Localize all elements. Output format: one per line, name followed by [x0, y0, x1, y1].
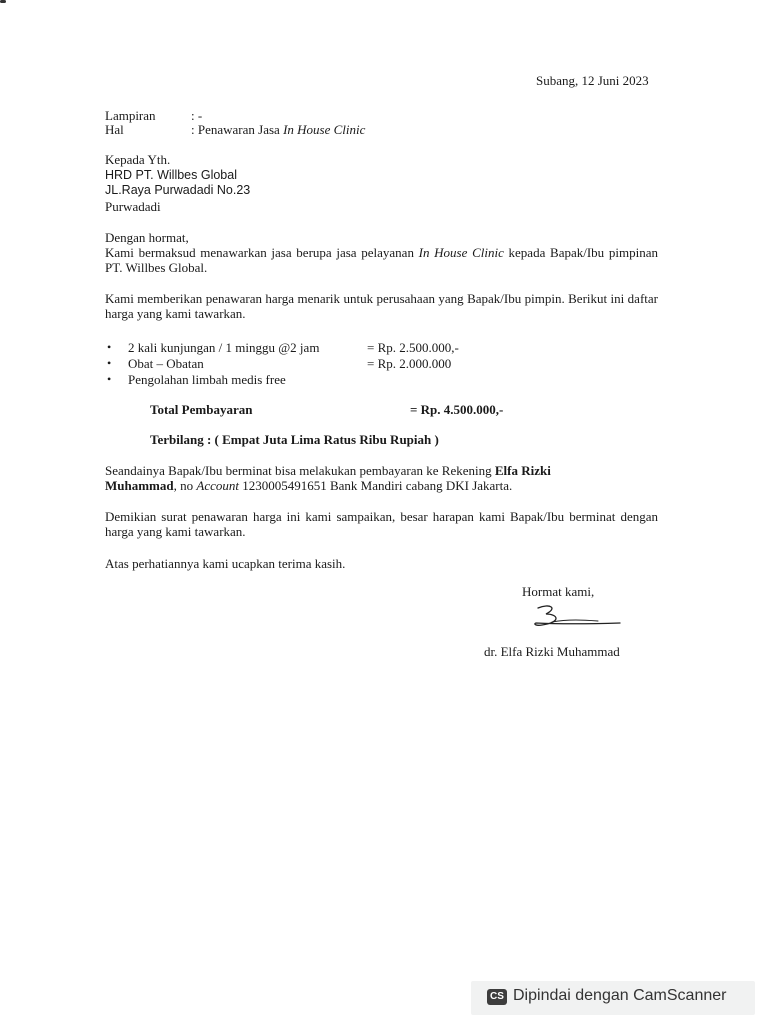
closing-paragraph: Demikian surat penawaran harga ini kami sampaikan, besar harapan kami Bapak/Ibu berminat dengan harga yang kami tawarkan.	[105, 509, 658, 539]
recipient-street: JL.Raya Purwadadi No.23	[105, 183, 251, 197]
signoff: Hormat kami,	[522, 584, 595, 599]
price-item	[107, 340, 320, 356]
account-holder-name: Elfa Rizki Muhammad	[105, 463, 551, 493]
payment-text-2: , no	[173, 478, 197, 493]
payment-text-1: Seandainya Bapak/Ibu berminat bisa melakukan pembayaran ke Rekening	[105, 463, 495, 478]
total-value: = Rp. 4.500.000,-	[410, 402, 504, 417]
recipient-company: HRD PT. Willbes Global	[105, 168, 237, 182]
salutation: Dengan hormat,	[105, 230, 189, 245]
price-item-value: = Rp. 2.000.000	[367, 356, 452, 371]
bullet-icon: •	[107, 340, 112, 354]
intro-paragraph	[105, 245, 658, 275]
signer-name: dr. Elfa Rizki Muhammad	[484, 644, 620, 659]
hal-label: Hal	[105, 122, 124, 137]
price-item-label: Pengolahan limbah medis free	[128, 372, 286, 387]
camscanner-text: Dipindai dengan CamScanner	[513, 987, 727, 1004]
scan-edge-mark	[0, 0, 6, 3]
hal-value	[191, 122, 365, 137]
hal-prefix: : Penawaran Jasa	[191, 122, 284, 137]
signature-image	[528, 602, 624, 634]
price-item	[107, 356, 204, 372]
intro-text-2: kepada Bapak/Ibu pimpinan PT. Willbes Global.	[105, 245, 658, 275]
intro-service-name: In House Clinic	[418, 245, 504, 260]
recipient-city: Purwadadi	[105, 199, 161, 214]
lampiran-value: : -	[191, 108, 203, 123]
hal-subject: In House Clinic	[283, 122, 366, 137]
recipient-greeting: Kepada Yth.	[105, 152, 171, 167]
price-item-label: 2 kali kunjungan / 1 minggu @2 jam	[128, 340, 320, 355]
payment-paragraph	[105, 463, 605, 493]
bullet-icon: •	[107, 356, 112, 370]
hal-row	[105, 122, 365, 138]
price-item-label: Obat – Obatan	[128, 356, 204, 371]
letter-date: Subang, 12 Juni 2023	[536, 73, 649, 88]
terbilang: Terbilang : ( Empat Juta Lima Ratus Ribu Rupiah )	[150, 432, 439, 447]
price-item-value: = Rp. 2.500.000,-	[367, 340, 459, 355]
camscanner-logo-icon: CS	[487, 989, 507, 1005]
price-item	[107, 372, 286, 388]
offer-paragraph: Kami memberikan penawaran harga menarik untuk perusahaan yang Bapak/Ibu pimpin. Berikut ini daftar harga yang kami tawarkan.	[105, 291, 658, 321]
intro-text-1: Kami bermaksud menawarkan jasa berupa jasa pelayanan	[105, 245, 419, 260]
lampiran-label: Lampiran	[105, 108, 156, 123]
total-label: Total Pembayaran	[150, 402, 253, 417]
thanks-line: Atas perhatiannya kami ucapkan terima kasih.	[105, 556, 346, 571]
payment-text-3: 1230005491651 Bank Mandiri cabang DKI Jakarta.	[238, 478, 513, 493]
account-word: Account	[196, 478, 239, 493]
bullet-icon: •	[107, 372, 112, 386]
camscanner-watermark	[471, 981, 755, 1015]
